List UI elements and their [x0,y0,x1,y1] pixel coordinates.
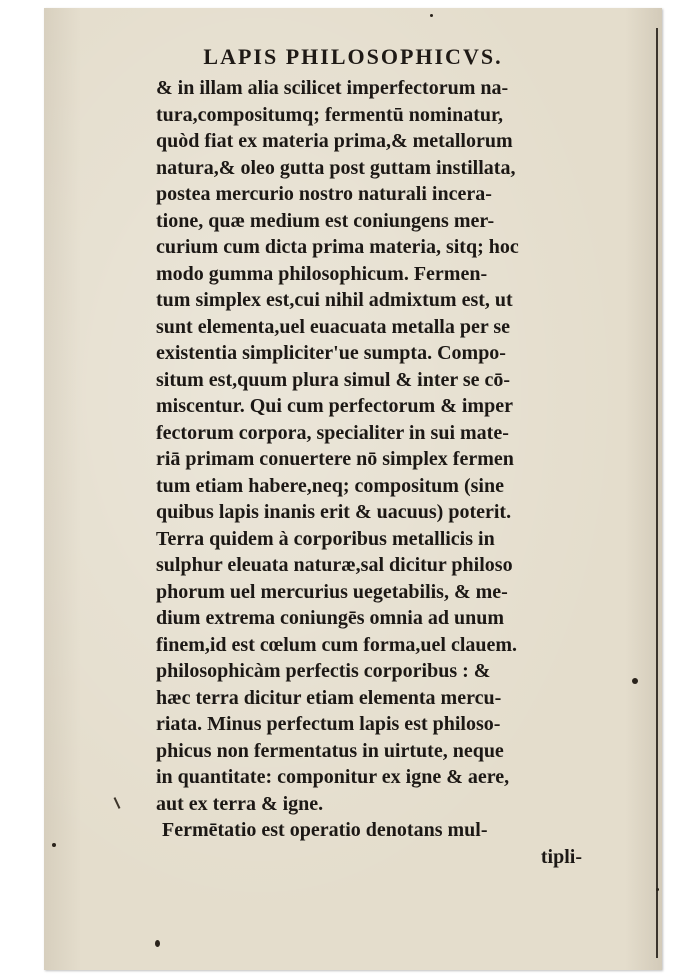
text-line: riā primam conuertere nō simplex fermen [156,448,514,470]
catchword: tipli- [540,845,582,868]
text-line: tum etiam habere,neq; compositum (sine [156,474,504,497]
text-line: hæc terra dicitur etiam elementa mercu- [156,686,502,709]
ink-speck [430,14,433,17]
text-line: curium cum dicta prima materia, sitq; hoc [156,236,519,258]
text-line: Fermētatio est operatio denotans mul- [162,819,488,841]
text-line: postea mercurio nostro naturali incera- [156,183,492,205]
ink-speck [52,843,56,847]
text-line: miscentur. Qui cum perfectorum & imper [156,395,513,417]
text-line: quibus lapis inanis erit & uacuus) poterit. [156,501,512,523]
text-line: in quantitate: componitur ex igne & aere, [156,766,510,788]
text-line: quòd fiat ex materia prima,& metallorum [156,130,513,152]
page-edge-shadow [656,28,658,958]
text-line: phicus non fermentatus in uirtute, neque [156,739,504,762]
text-line: sunt elementa,uel euacuata metalla per se [156,315,511,338]
body-text [156,75,622,870]
text-line: riata. Minus perfectum lapis est philoso- [156,713,501,735]
text-line: phorum uel mercurius uegetabilis, & me- [156,580,508,603]
text-line: tione, quæ medium est coniungens mer- [156,209,495,232]
text-line: philosophicàm perfectis corporibus : & [156,660,491,682]
text-line: situm est,quum plura simul & inter se cō- [156,368,511,391]
text-line: tura,compositumq; fermentū nominatur, [156,103,504,126]
text-line: existentia simpliciter'ue sumpta. Compo- [156,342,506,364]
text-line: sulphur eleuata naturæ,sal dicitur philoso [156,554,513,576]
text-line: Terra quidem à corporibus metallicis in [156,527,495,550]
ink-speck [155,940,160,947]
text-line: natura,& oleo gutta post guttam instillata, [156,156,516,179]
text-line: fectorum corpora, specialiter in sui mate- [156,421,509,444]
text-line: modo gumma philosophicum. Fermen- [156,262,488,285]
text-line: tum simplex est,cui nihil admixtum est, ut [156,289,513,311]
ink-speck [656,888,659,891]
running-head: LAPIS PHILOSOPHICVS. [203,44,503,69]
text-line: aut ex terra & igne. [156,792,324,815]
text-line: dium extrema coniungēs omnia ad unum [156,607,505,629]
text-line: finem,id est cœlum cum forma,uel clauem. [156,633,518,656]
text-line: & in illam alia scilicet imperfectorum na- [156,77,509,99]
ink-speck [632,678,638,684]
